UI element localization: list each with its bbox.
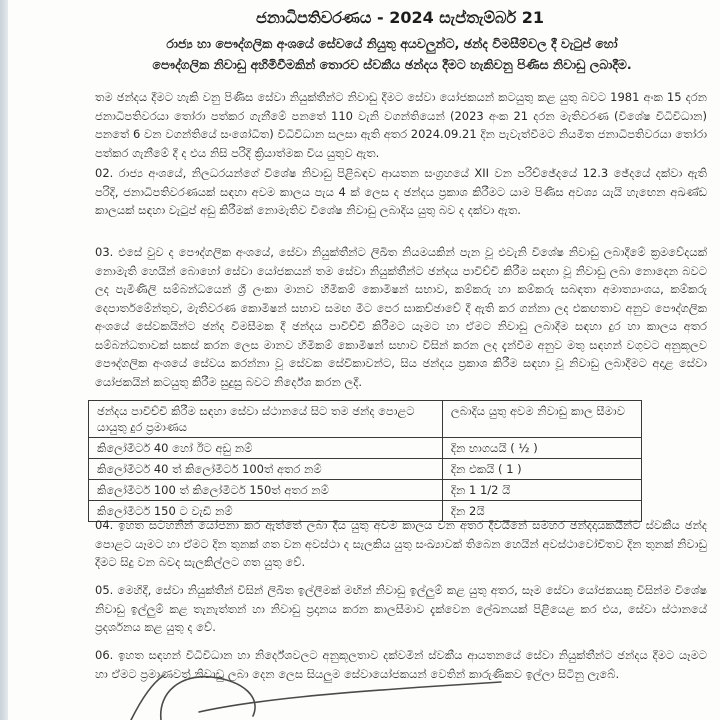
table-header-min-leave: ලබාදිය යුතු අවම නිවාඩු කාල සීමාව <box>442 401 641 438</box>
distance-cell: කිලෝමීටර් 150 ට වැඩි නම් <box>89 501 443 522</box>
paragraph-intro: තම ඡන්දය දීමට හැකි වනු පිණිස සේවා නියුක්තීන්ට නිවාඩු දීමට සේවා යෝජකයන් කටයුතු කළ යුතු බවට 1981 අංක 15 දරන ජනාධිපතිවරයා තෝරා පත්කර ගැනීමේ පනතේ 110 වැනි වගන්තියෙන් (2023 අංක 21 දරන මැතිවරණ (විශේෂ විධිවිධාන) පනතේ 6 වන වගන්තියේ සංශෝධිත) විධිවිධාන සලසා ඇති අතර 2024.09.21 දින පැවැත්වීමට නියමිත ජනාධිපතිවරයා තෝරා පත්කර ගැනීමේ දී ද එය නිසි පරිදි ක්‍රියාත්මක විය යුතුව ඇත. <box>95 90 707 160</box>
leave-cell: දින 2යි <box>442 501 641 522</box>
table-row <box>89 459 642 480</box>
document-page <box>8 0 720 720</box>
leave-cell: දින 1 1/2 යි <box>442 480 641 501</box>
table-row <box>89 438 642 459</box>
distance-cell: කිලෝමීටර් 40 හෝ ඊට අඩු නම් <box>89 438 443 459</box>
document-title: ජනාධිපතිවරණය - 2024 සැප්තැම්බර් 21 <box>256 8 544 27</box>
handwritten-signature-icon <box>103 672 563 720</box>
distance-cell: කිලෝමීටර් 100 ත් කිලෝමීටර් 150ත් අතර නම් <box>89 480 443 501</box>
table-header-distance: ඡන්දය පාවිච්චි කිරීම සඳහා සේවා ස්ථානයේ සිට තම ඡන්ද පොළට යායුතු දුර ප්‍රමාණය <box>89 401 443 438</box>
leave-cell: දින එකයි ( 1 ) <box>442 459 641 480</box>
paragraph-04: 04. ඉහත සටහනින් යෝජනා කර ඇත්තේ ලබා දිය යුතු අවම කාලය වන අතර දිවයිනේ සමහර ඡන්දදායකයින්ට ස්වකීය ඡන්ද පොළට යෑමට හා ඒමට දින තුනක් ගත වන අවස්ථා ද සැලකිය යුතු සංඛ්‍යාවක් තිබෙන හෙයින් අවස්ථාවෝචිතව දින තුනක් නිවාඩු දීමට සිදු වන බවද සැලකිල්ලට ගත යුතු වේ. <box>95 518 707 569</box>
subtitle-line-2: පෞද්ගලික නිවාඩු අහිමිවීමකින් තොරව ස්වකීය ඡන්දය දීමට හැකිවනු පිණිස නිවාඩු ලබාදීම. <box>152 57 632 72</box>
paragraph-06: 06. ඉහත සඳහන් විධිවිධාන හා නිර්දේශවලට අනුකූලතාව දක්වමින් ස්වකීය ආයතනයේ සේවා නියුක්තීන්ට ඡන්දය දීමට යෑමට හා ඒමට ප්‍රමාණවත් නිවාඩු ලබා දෙන ලෙස සියලුම සේවායෝජකයන් වෙතින් කාරුණිකව ඉල්ලා සිටිනු ලැබේ. <box>95 648 707 681</box>
paragraph-03: 03. එසේ වුව ද පෞද්ගලික අංශයේ, සේවා නියුක්තීන්ට ලිඛිත නියමයකින් පැන වූ එවැනි විශේෂ නිවාඩු ලබාදීමේ ක්‍රමවේදයක් නොමැති හෙයින් බොහෝ සේවා යෝජකයන් තම සේවා නියුක්තීන්ට ඡන්දය පාවිච්චි කිරීම සඳහා වූ නිවාඩු ලබා නොදෙන බවට ලද පැමිණිලි සම්බන්ධයෙන් ශ්‍රී ලංකා මානව හිමිකම් කොමිෂන් සභාව, කම්කරු හා කම්කරු සබඳතා අමාත්‍යාංශය, කම්කරු දෙපාර්තමේන්තුව, මැතිවරණ කොමිෂන් සභාව සමඟ මීට පෙර සාකච්ඡාවේ දී ඇති කර ගන්නා ලද එකඟතාව අනුව පෞද්ගලික අංශයේ සේවකයින්ට ඡන්ද විමසීමක දී ඡන්දය පාවිච්චි කිරීමට යෑමට හා ඒමට නිවාඩු ලබාදීම සඳහා දුර හා කාලය අතර සම්බන්ධතාවක් සකස් කරන ලෙස මානව හිමිකම් කොමිෂන් සභාව විසින් කරන ලද දැන්වීම අනුව මතු සඳහන් වගුවට අනුකූලව පෞද්ගලික අංශයේ සේවය කරන්නා වූ සේවක සේවිකාවන්ට, සිය ඡන්දය ප්‍රකාශ කිරීම සඳහා වූ නිවාඩු ලබාදීමට අදාළ සේවා යෝජකයින් කටයුතු කිරීම සුදුසු බවට නිර්දේශ කරන ලදී. <box>95 245 707 389</box>
leave-table <box>88 400 642 522</box>
distance-cell: කිලෝමීටර් 40 ත් කිලෝමීටර් 100ත් අතර නම් <box>89 459 443 480</box>
table-row <box>89 480 642 501</box>
scan-left-edge <box>0 0 8 720</box>
paragraph-05: 05. මෙහිදී, සේවා නියුක්තීන් විසින් ලිඛිත ඉල්ලීමක් මඟින් නිවාඩු ඉල්ලුම් කළ යුතු අතර, සෑම සේවා යෝජකයකු විසින්ම විශේෂ නිවාඩු ඉල්ලුම් කළ තැනැත්තන් හා නිවාඩු ප්‍රදානය කරන කාලසීමාව දැක්වෙන ලේඛනයක් පිළියෙළ කර එය, සේවා ස්ථානයේ ප්‍රදර්ශනය කළ යුතු ද වේ. <box>95 583 707 634</box>
table-header-row <box>89 401 642 438</box>
leave-cell: දින භාගයයි ( ½ ) <box>442 438 641 459</box>
paragraph-02: 02. රාජ්‍ය අංශයේ, නිලධරයන්ගේ විශේෂ නිවාඩු පිළිබඳව ආයතන සංග්‍රහයේ XII වන පරිච්ඡේදයේ 12.3 ඡේදයේ දක්වා ඇති පරිදි, ජනාධිපතිවරණයක් සඳහා අවම කාලය පැය 4 ක් ලෙස ද ඡන්දය ප්‍රකාශ කිරීමට යාම පිණිස අවශ්‍ය යැයි හැඟෙන අඛණ්ඩ කාලයක් සඳහා වැටුප් අඩු කිරීමක් නොමැතිව විශේෂ නිවාඩු ලබාදිය යුතු බව ද දක්වා ඇත. <box>95 166 707 217</box>
document-subtitle <box>68 33 716 81</box>
leave-entitlement-table <box>88 400 642 518</box>
subtitle-line-1: රාජ්‍ය හා පෞද්ගලික අංශයේ සේවයේ නියුතු අයවලුන්ට, ඡන්ද විමසීම්වල දී වැටුප් හෝ <box>166 36 618 51</box>
